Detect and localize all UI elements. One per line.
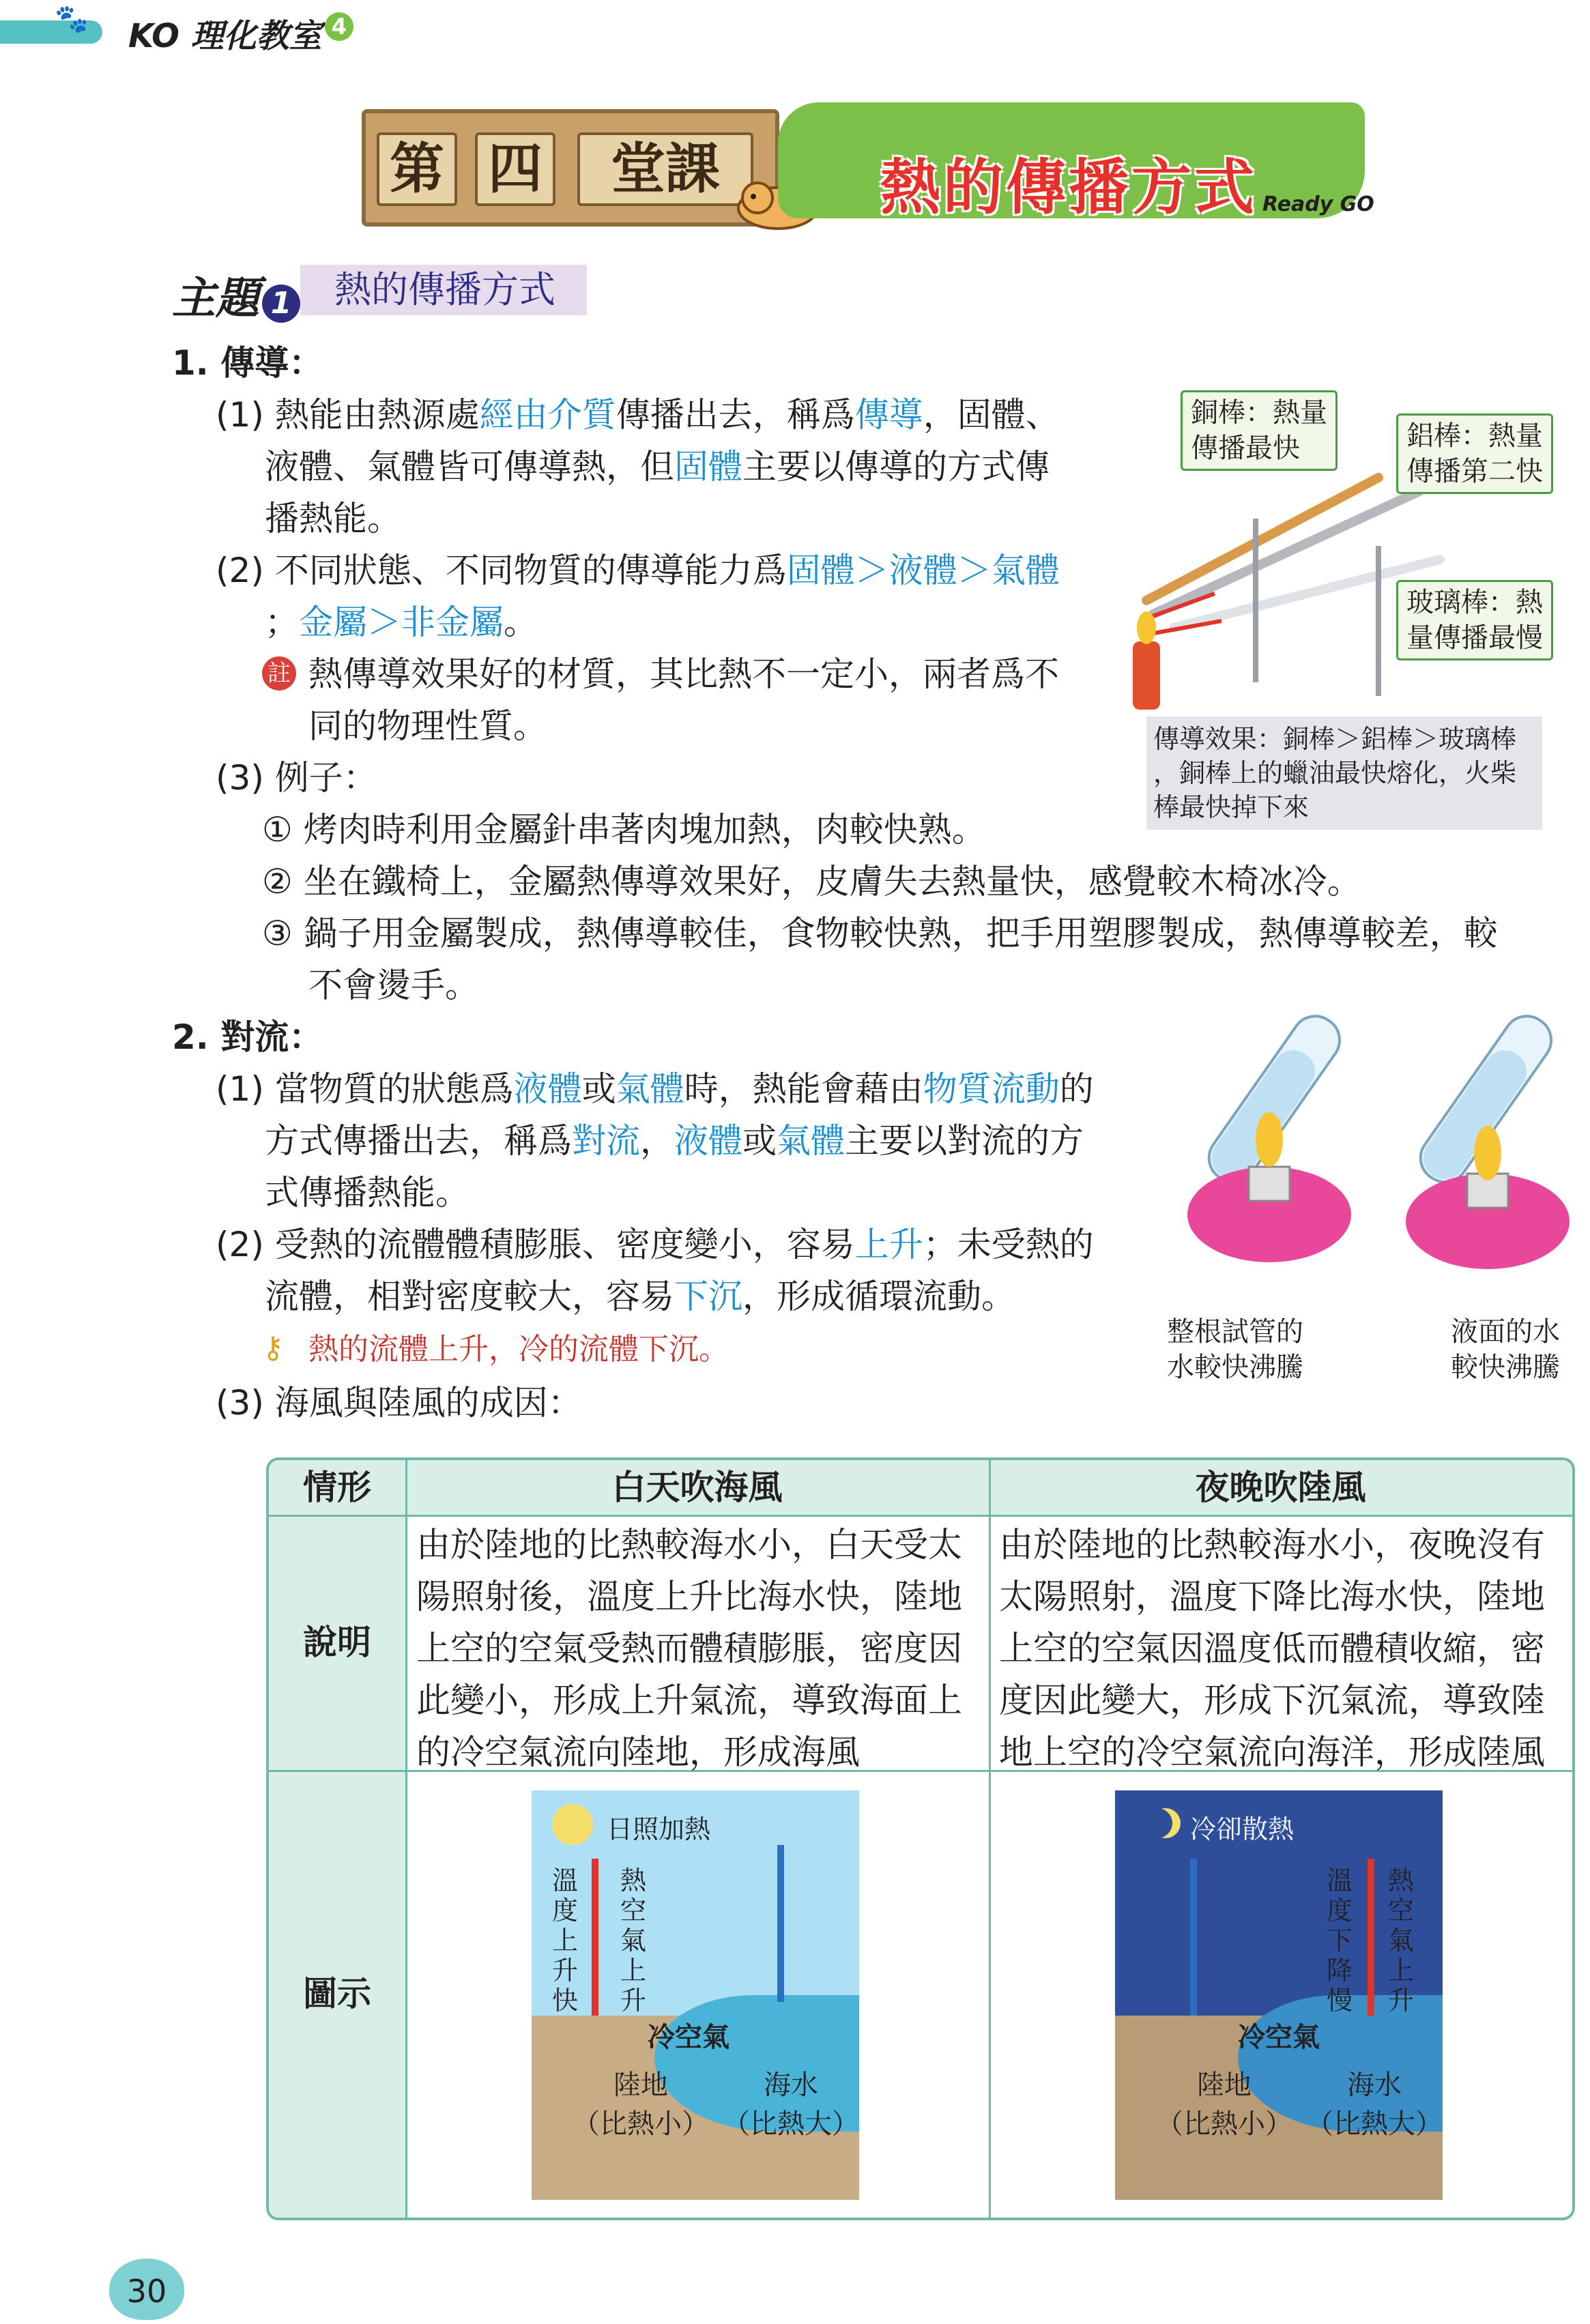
label-aluminum: 鋁棒：熱量 傳播第二快 (1396, 413, 1553, 494)
conduction-p2-line1: (2) 不同狀態、不同物質的傳導能力爲固體＞液體＞氣體 (216, 551, 1060, 590)
convection-tip: 熱的流體上升，冷的流體下沉。 (308, 1332, 729, 1367)
day-vertical-1: 溫 度 上 升 快 (552, 1865, 579, 2016)
conduction-p1-line2: 液體、氣體皆可傳導熱，但固體主要以傳導的方式傳 (265, 447, 1050, 486)
book-title: KO 理化教室 (128, 17, 322, 55)
note-line2: 同的物理性質。 (308, 706, 547, 746)
ready-go-tag: Ready GO (1262, 192, 1374, 216)
convection-p1-line2: 方式傳播出去，稱爲對流，液體或氣體主要以對流的方 (265, 1121, 1084, 1161)
night-cool-label: 冷卻散熱 (1190, 1814, 1295, 1844)
day-cold-air: 冷空氣 (648, 2021, 729, 2053)
label-glass: 玻璃棒：熱 量傳播最慢 (1396, 580, 1553, 660)
example-3-line2: 不會燙手。 (308, 965, 479, 1005)
label-copper: 銅棒：熱量 傳播最快 (1181, 390, 1338, 471)
row-label-explanation: 說明 (303, 1623, 371, 1662)
night-cold-air: 冷空氣 (1238, 2021, 1320, 2053)
lesson-char-3: 堂課 (577, 132, 753, 206)
lesson-title: 熱的傳播方式 (880, 152, 1258, 222)
day-up-arrow-icon (592, 1859, 598, 2016)
example-2: ② 坐在鐵椅上，金屬熱傳導效果好，皮膚失去熱量快，感覺較木椅冰冷。 (262, 862, 1361, 901)
convection-p1-line1: (1) 當物質的狀態爲液體或氣體時，熱能會藉由物質流動的 (216, 1069, 1094, 1109)
lesson-board (362, 109, 779, 227)
sea-breeze-illustration (532, 1790, 859, 2200)
convection-p2-line2: 流體，相對密度較大，容易下沉，形成循環流動。 (265, 1277, 1015, 1316)
lesson-char-2: 四 (475, 132, 555, 206)
note-line1: 熱傳導效果好的材質，其比熱不一定小，兩者爲不 (308, 654, 1059, 694)
key-icon: ⚷ (262, 1331, 285, 1365)
day-vertical-2: 熱 空 氣 上 升 (620, 1865, 647, 2016)
night-up-arrow-icon (1368, 1859, 1374, 2016)
moon-icon (1142, 1808, 1172, 1838)
conduction-p3-label: (3) 例子： (216, 758, 377, 798)
night-vertical-2: 熱 空 氣 上 升 (1388, 1865, 1415, 2016)
table-header-night: 夜晚吹陸風 (1195, 1468, 1366, 1507)
conduction-p2-line2: ；金屬＞非金屬。 (265, 602, 538, 642)
conduction-figure-caption: 傳導效果：銅棒＞鋁棒＞玻璃棒 ，銅棒上的蠟油最快熔化，火柴 棒最快掉下來 (1146, 716, 1542, 830)
tube-caption-right: 液面的水 較快沸騰 (1451, 1316, 1560, 1383)
day-heat-label: 日照加熱 (607, 1814, 711, 1844)
day-land-label: 陸地 （比熱小） (573, 2069, 709, 2140)
row-label-illustration: 圖示 (303, 1974, 371, 2014)
day-explanation: 由於陸地的比熱較海水小，白天受太 陽照射後，溫度上升比海水快，陸地 上空的空氣受熱而體積膨脹，密度因 此變小，形成上升氣流，導致海面上 的冷空氣流向陸地，形成海風 (416, 1525, 962, 1772)
volume-badge: 4 (325, 12, 353, 41)
conduction-p1-line1: (1) 熱能由熱源處經由介質傳播出去，稱爲傳導，固體、 (216, 395, 1060, 435)
topic-title: 熱的傳播方式 (334, 268, 555, 311)
example-3: ③ 鍋子用金屬製成，熱傳導較佳，食物較快熟，把手用塑膠製成，熱傳導較差，較 (262, 914, 1498, 953)
page-number: 30 (109, 2258, 184, 2320)
conduction-p1-line3: 播熱能。 (265, 499, 401, 538)
wind-comparison-table (266, 1457, 1575, 2220)
section-heading-convection: 2. 對流： (172, 1017, 323, 1057)
paw-icon: 🐾 (55, 3, 89, 35)
day-down-arrow-icon (777, 1845, 784, 2002)
day-sea-label: 海水 （比熱大） (723, 2069, 859, 2140)
example-1: ① 烤肉時利用金屬針串著肉塊加熱，肉較快熟。 (262, 810, 986, 849)
test-tube-illustration (1160, 1003, 1583, 1317)
topic-badge: 主題 1 (172, 263, 300, 326)
night-land-label: 陸地 （比熱小） (1156, 2069, 1292, 2140)
tube-caption-left: 整根試管的 水較快沸騰 (1167, 1316, 1303, 1383)
convection-p3: (3) 海風與陸風的成因： (216, 1383, 582, 1423)
night-vertical-1: 溫 度 下 降 慢 (1327, 1865, 1353, 2016)
land-breeze-illustration (1115, 1790, 1443, 2200)
table-header-day: 白天吹海風 (611, 1468, 783, 1507)
sun-icon (552, 1804, 593, 1845)
night-down-arrow-icon (1190, 1859, 1197, 2016)
night-sea-label: 海水 （比熱大） (1306, 2069, 1443, 2140)
convection-p2-line1: (2) 受熱的流體體積膨脹、密度變小，容易上升；未受熱的 (216, 1225, 1094, 1264)
night-explanation: 由於陸地的比熱較海水小，夜晚沒有 太陽照射，溫度下降比海水快，陸地 上空的空氣因溫度低而體積收縮，密 度因此變大，形成下沉氣流，導致陸 地上空的冷空氣流向海洋，形成陸風 (999, 1525, 1545, 1772)
lesson-char-1: 第 (377, 132, 457, 206)
section-heading-conduction: 1. 傳導： (172, 343, 323, 383)
table-header-situation: 情形 (303, 1468, 371, 1507)
note-icon: 註 (262, 656, 296, 691)
convection-p1-line3: 式傳播熱能。 (265, 1173, 469, 1212)
